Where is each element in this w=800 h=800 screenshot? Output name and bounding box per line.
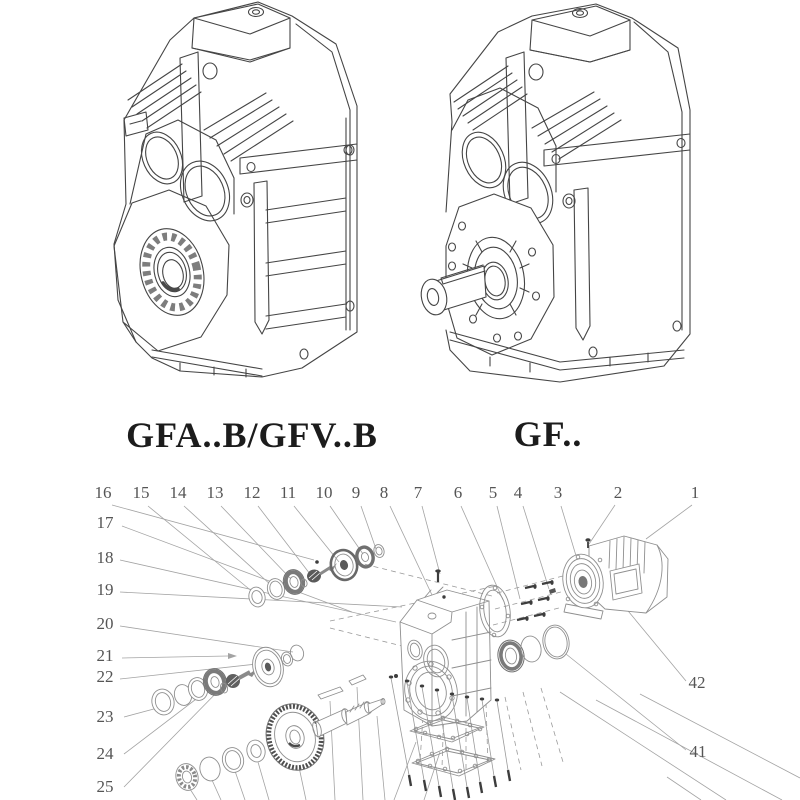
callout-20: 20: [96, 614, 114, 633]
callout-12: 12: [243, 483, 261, 502]
callout-42: 42: [688, 673, 706, 692]
callout-21: 21: [96, 646, 114, 665]
callout-24: 24: [96, 744, 114, 763]
callout-2: 2: [613, 483, 623, 502]
callout-10: 10: [315, 483, 333, 502]
callout-18: 18: [96, 548, 114, 567]
model-label-left: GFA..B/GFV..B: [126, 415, 378, 455]
callout-8: 8: [379, 483, 389, 502]
callout-6: 6: [453, 483, 463, 502]
model-label-right: GF..: [513, 414, 583, 454]
part-motor: [559, 536, 668, 619]
part-housing: [398, 587, 491, 727]
callout-14: 14: [169, 483, 187, 502]
callout-25: 25: [96, 777, 114, 796]
gearbox-right-drawing: [418, 4, 690, 382]
callout-19: 19: [96, 580, 114, 599]
callout-13: 13: [206, 483, 224, 502]
callout-15: 15: [132, 483, 150, 502]
callout-3: 3: [553, 483, 563, 502]
callout-22: 22: [96, 667, 114, 686]
exploded-view: [95, 483, 800, 800]
callout-16: 16: [94, 483, 112, 502]
callout-23: 23: [96, 707, 114, 726]
callout-11: 11: [279, 483, 297, 502]
gearbox-left-drawing: [114, 2, 357, 377]
callout-9: 9: [351, 483, 361, 502]
callout-41: 41: [689, 742, 707, 761]
callout-1: 1: [690, 483, 700, 502]
callout-5: 5: [488, 483, 498, 502]
callout-7: 7: [413, 483, 423, 502]
part-gaskets: [410, 716, 495, 776]
callout-17: 17: [96, 513, 114, 532]
callout-4: 4: [513, 483, 523, 502]
